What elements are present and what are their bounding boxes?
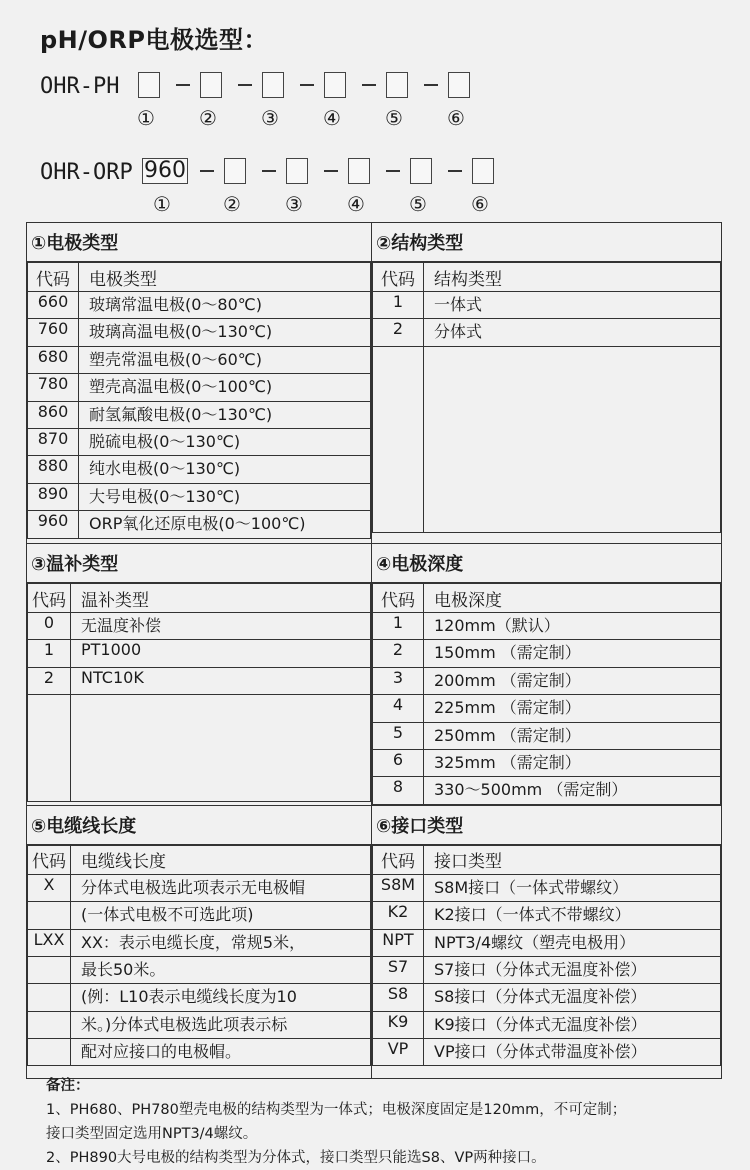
code-cell bbox=[28, 956, 71, 983]
code-cell: 2 bbox=[373, 640, 424, 667]
section-temp-comp-type bbox=[27, 544, 372, 806]
dash bbox=[238, 84, 252, 86]
orp-slot-3[interactable] bbox=[286, 158, 308, 184]
code-cell bbox=[28, 1011, 71, 1038]
hdr-code: 代码 bbox=[373, 263, 424, 292]
sub-table bbox=[372, 583, 721, 805]
code-cell: 0 bbox=[28, 613, 71, 640]
desc-cell-filler bbox=[424, 346, 721, 532]
section-electrode-depth bbox=[372, 544, 722, 806]
code-cell: S8 bbox=[373, 984, 424, 1011]
orp-slot-number: ③ bbox=[285, 192, 303, 216]
orp-slot-5[interactable] bbox=[410, 158, 432, 184]
desc-cell: 玻璃常温电极(0～80℃) bbox=[79, 292, 371, 319]
section-title: ①电极类型 bbox=[27, 223, 371, 262]
hdr-desc: 接口类型 bbox=[424, 845, 721, 874]
desc-cell: (一体式电极不可选此项) bbox=[71, 902, 371, 929]
ph-slot-3[interactable] bbox=[262, 72, 284, 98]
orp-slot-4[interactable] bbox=[348, 158, 370, 184]
orp-slot-number: ④ bbox=[347, 192, 365, 216]
code-cell: 780 bbox=[28, 374, 79, 401]
hdr-desc: 电缆线长度 bbox=[71, 845, 371, 874]
desc-cell: 一体式 bbox=[424, 292, 721, 319]
hdr-desc: 电极深度 bbox=[424, 584, 721, 613]
desc-cell: 200mm （需定制） bbox=[424, 667, 721, 694]
dash bbox=[362, 84, 376, 86]
section-title: ⑥接口类型 bbox=[372, 806, 721, 845]
desc-cell: 纯水电极(0～130℃) bbox=[79, 456, 371, 483]
note-line: 2、PH890大号电极的结构类型为分体式，接口类型只能选S8、VP两种接口。 bbox=[46, 1150, 546, 1166]
desc-cell: 米。)分体式电极选此项表示标 bbox=[71, 1011, 371, 1038]
notes-heading: 备注： bbox=[46, 1078, 90, 1094]
hdr-code: 代码 bbox=[28, 845, 71, 874]
dash bbox=[424, 84, 438, 86]
code-cell: 1 bbox=[373, 613, 424, 640]
hdr-code: 代码 bbox=[28, 584, 71, 613]
code-cell: LXX bbox=[28, 929, 71, 956]
hdr-desc: 温补类型 bbox=[71, 584, 371, 613]
ph-slot-number: ④ bbox=[323, 106, 341, 130]
section-title: ⑤电缆线长度 bbox=[27, 806, 371, 845]
code-cell: K9 bbox=[373, 1011, 424, 1038]
desc-cell: K9接口（分体式无温度补偿） bbox=[424, 1011, 721, 1038]
desc-cell-filler bbox=[71, 695, 371, 802]
code-cell: 660 bbox=[28, 292, 79, 319]
code-cell: 6 bbox=[373, 749, 424, 776]
code-cell: 870 bbox=[28, 428, 79, 455]
ph-model-line bbox=[40, 72, 500, 106]
page-title: pH/ORP电极选型： bbox=[40, 26, 269, 54]
section-structure-type bbox=[372, 223, 722, 544]
ph-model-prefix: OHR-PH bbox=[40, 74, 120, 99]
desc-cell: 120mm（默认） bbox=[424, 613, 721, 640]
section-cable-length bbox=[27, 805, 372, 1078]
orp-slot-1[interactable]: 960 bbox=[144, 158, 186, 183]
spec-table bbox=[26, 222, 722, 1079]
code-cell: 2 bbox=[373, 319, 424, 346]
desc-cell: 250mm （需定制） bbox=[424, 722, 721, 749]
code-cell: NPT bbox=[373, 929, 424, 956]
ph-slot-number: ③ bbox=[261, 106, 279, 130]
ph-slot-number: ⑤ bbox=[385, 106, 403, 130]
dash bbox=[262, 170, 276, 172]
desc-cell: NPT3/4螺纹（塑壳电极用） bbox=[424, 929, 721, 956]
desc-cell: 塑壳高温电极(0～100℃) bbox=[79, 374, 371, 401]
code-cell: 890 bbox=[28, 483, 79, 510]
ph-slot-number: ⑥ bbox=[447, 106, 465, 130]
desc-cell: S7接口（分体式无温度补偿） bbox=[424, 956, 721, 983]
desc-cell: 分体式电极选此项表示无电极帽 bbox=[71, 874, 371, 901]
code-cell: K2 bbox=[373, 902, 424, 929]
desc-cell: 无温度补偿 bbox=[71, 613, 371, 640]
desc-cell: 塑壳常温电极(0～60℃) bbox=[79, 346, 371, 373]
desc-cell: 最长50米。 bbox=[71, 956, 371, 983]
orp-model-prefix: OHR-ORP bbox=[40, 160, 133, 185]
code-cell: 860 bbox=[28, 401, 79, 428]
section-title: ③温补类型 bbox=[27, 544, 371, 583]
desc-cell: (例：L10表示电缆线长度为10 bbox=[71, 984, 371, 1011]
sub-table bbox=[372, 845, 721, 1067]
desc-cell: XX：表示电缆长度，常规5米， bbox=[71, 929, 371, 956]
ph-slot-number: ② bbox=[199, 106, 217, 130]
section-title: ④电极深度 bbox=[372, 544, 721, 583]
code-cell: X bbox=[28, 874, 71, 901]
code-cell bbox=[28, 902, 71, 929]
section-electrode-type bbox=[27, 223, 372, 544]
code-cell: VP bbox=[373, 1039, 424, 1066]
desc-cell: 大号电极(0～130℃) bbox=[79, 483, 371, 510]
dash bbox=[448, 170, 462, 172]
sub-table bbox=[27, 583, 371, 802]
note-line: 接口类型固定选用NPT3/4螺纹。 bbox=[46, 1126, 258, 1142]
hdr-code: 代码 bbox=[373, 845, 424, 874]
desc-cell: 配对应接口的电极帽。 bbox=[71, 1039, 371, 1066]
ph-slot-6[interactable] bbox=[448, 72, 470, 98]
ph-slot-5[interactable] bbox=[386, 72, 408, 98]
ph-slot-1[interactable] bbox=[138, 72, 160, 98]
desc-cell: 325mm （需定制） bbox=[424, 749, 721, 776]
code-cell-filler bbox=[373, 346, 424, 532]
hdr-code: 代码 bbox=[373, 584, 424, 613]
orp-slot-6[interactable] bbox=[472, 158, 494, 184]
code-cell: S7 bbox=[373, 956, 424, 983]
code-cell: 2 bbox=[28, 667, 71, 694]
code-cell-filler bbox=[28, 695, 71, 802]
orp-slot-number: ⑥ bbox=[471, 192, 489, 216]
desc-cell: 耐氢氟酸电极(0～130℃) bbox=[79, 401, 371, 428]
code-cell: S8M bbox=[373, 874, 424, 901]
desc-cell: 玻璃高温电极(0～130℃) bbox=[79, 319, 371, 346]
desc-cell: VP接口（分体式带温度补偿） bbox=[424, 1039, 721, 1066]
orp-model-line bbox=[40, 158, 510, 192]
section-title: ②结构类型 bbox=[372, 223, 721, 262]
code-cell: 1 bbox=[28, 640, 71, 667]
hdr-desc: 结构类型 bbox=[424, 263, 721, 292]
orp-slot-number: ⑤ bbox=[409, 192, 427, 216]
hdr-desc: 电极类型 bbox=[79, 263, 371, 292]
code-cell: 1 bbox=[373, 292, 424, 319]
desc-cell: 脱硫电极(0～130℃) bbox=[79, 428, 371, 455]
desc-cell: NTC10K bbox=[71, 667, 371, 694]
desc-cell: K2接口（一体式不带螺纹） bbox=[424, 902, 721, 929]
dash bbox=[324, 170, 338, 172]
note-line: 1、PH680、PH780塑壳电极的结构类型为一体式；电极深度固定是120mm，不可定制； bbox=[46, 1102, 627, 1118]
section-interface-type bbox=[372, 805, 722, 1078]
desc-cell: PT1000 bbox=[71, 640, 371, 667]
dash bbox=[386, 170, 400, 172]
notes bbox=[46, 1074, 626, 1170]
code-cell: 8 bbox=[373, 777, 424, 804]
desc-cell: 330～500mm （需定制） bbox=[424, 777, 721, 804]
ph-slot-2[interactable] bbox=[200, 72, 222, 98]
sub-table bbox=[27, 845, 371, 1067]
desc-cell: S8接口（分体式无温度补偿） bbox=[424, 984, 721, 1011]
dash bbox=[200, 170, 214, 172]
code-cell: 880 bbox=[28, 456, 79, 483]
code-cell bbox=[28, 984, 71, 1011]
desc-cell: 150mm （需定制） bbox=[424, 640, 721, 667]
code-cell: 3 bbox=[373, 667, 424, 694]
code-cell: 960 bbox=[28, 511, 79, 538]
orp-slot-number: ② bbox=[223, 192, 241, 216]
code-cell: 4 bbox=[373, 695, 424, 722]
ph-slot-4[interactable] bbox=[324, 72, 346, 98]
ph-slot-number: ① bbox=[137, 106, 155, 130]
dash bbox=[176, 84, 190, 86]
desc-cell: 225mm （需定制） bbox=[424, 695, 721, 722]
dash bbox=[300, 84, 314, 86]
code-cell: 5 bbox=[373, 722, 424, 749]
sub-table bbox=[372, 262, 721, 533]
sub-table bbox=[27, 262, 371, 539]
desc-cell: S8M接口（一体式带螺纹） bbox=[424, 874, 721, 901]
hdr-code: 代码 bbox=[28, 263, 79, 292]
code-cell: 680 bbox=[28, 346, 79, 373]
desc-cell: 分体式 bbox=[424, 319, 721, 346]
orp-slot-number: ① bbox=[153, 192, 171, 216]
code-cell: 760 bbox=[28, 319, 79, 346]
orp-slot-2[interactable] bbox=[224, 158, 246, 184]
code-cell bbox=[28, 1039, 71, 1066]
desc-cell: ORP氧化还原电极(0～100℃) bbox=[79, 511, 371, 538]
